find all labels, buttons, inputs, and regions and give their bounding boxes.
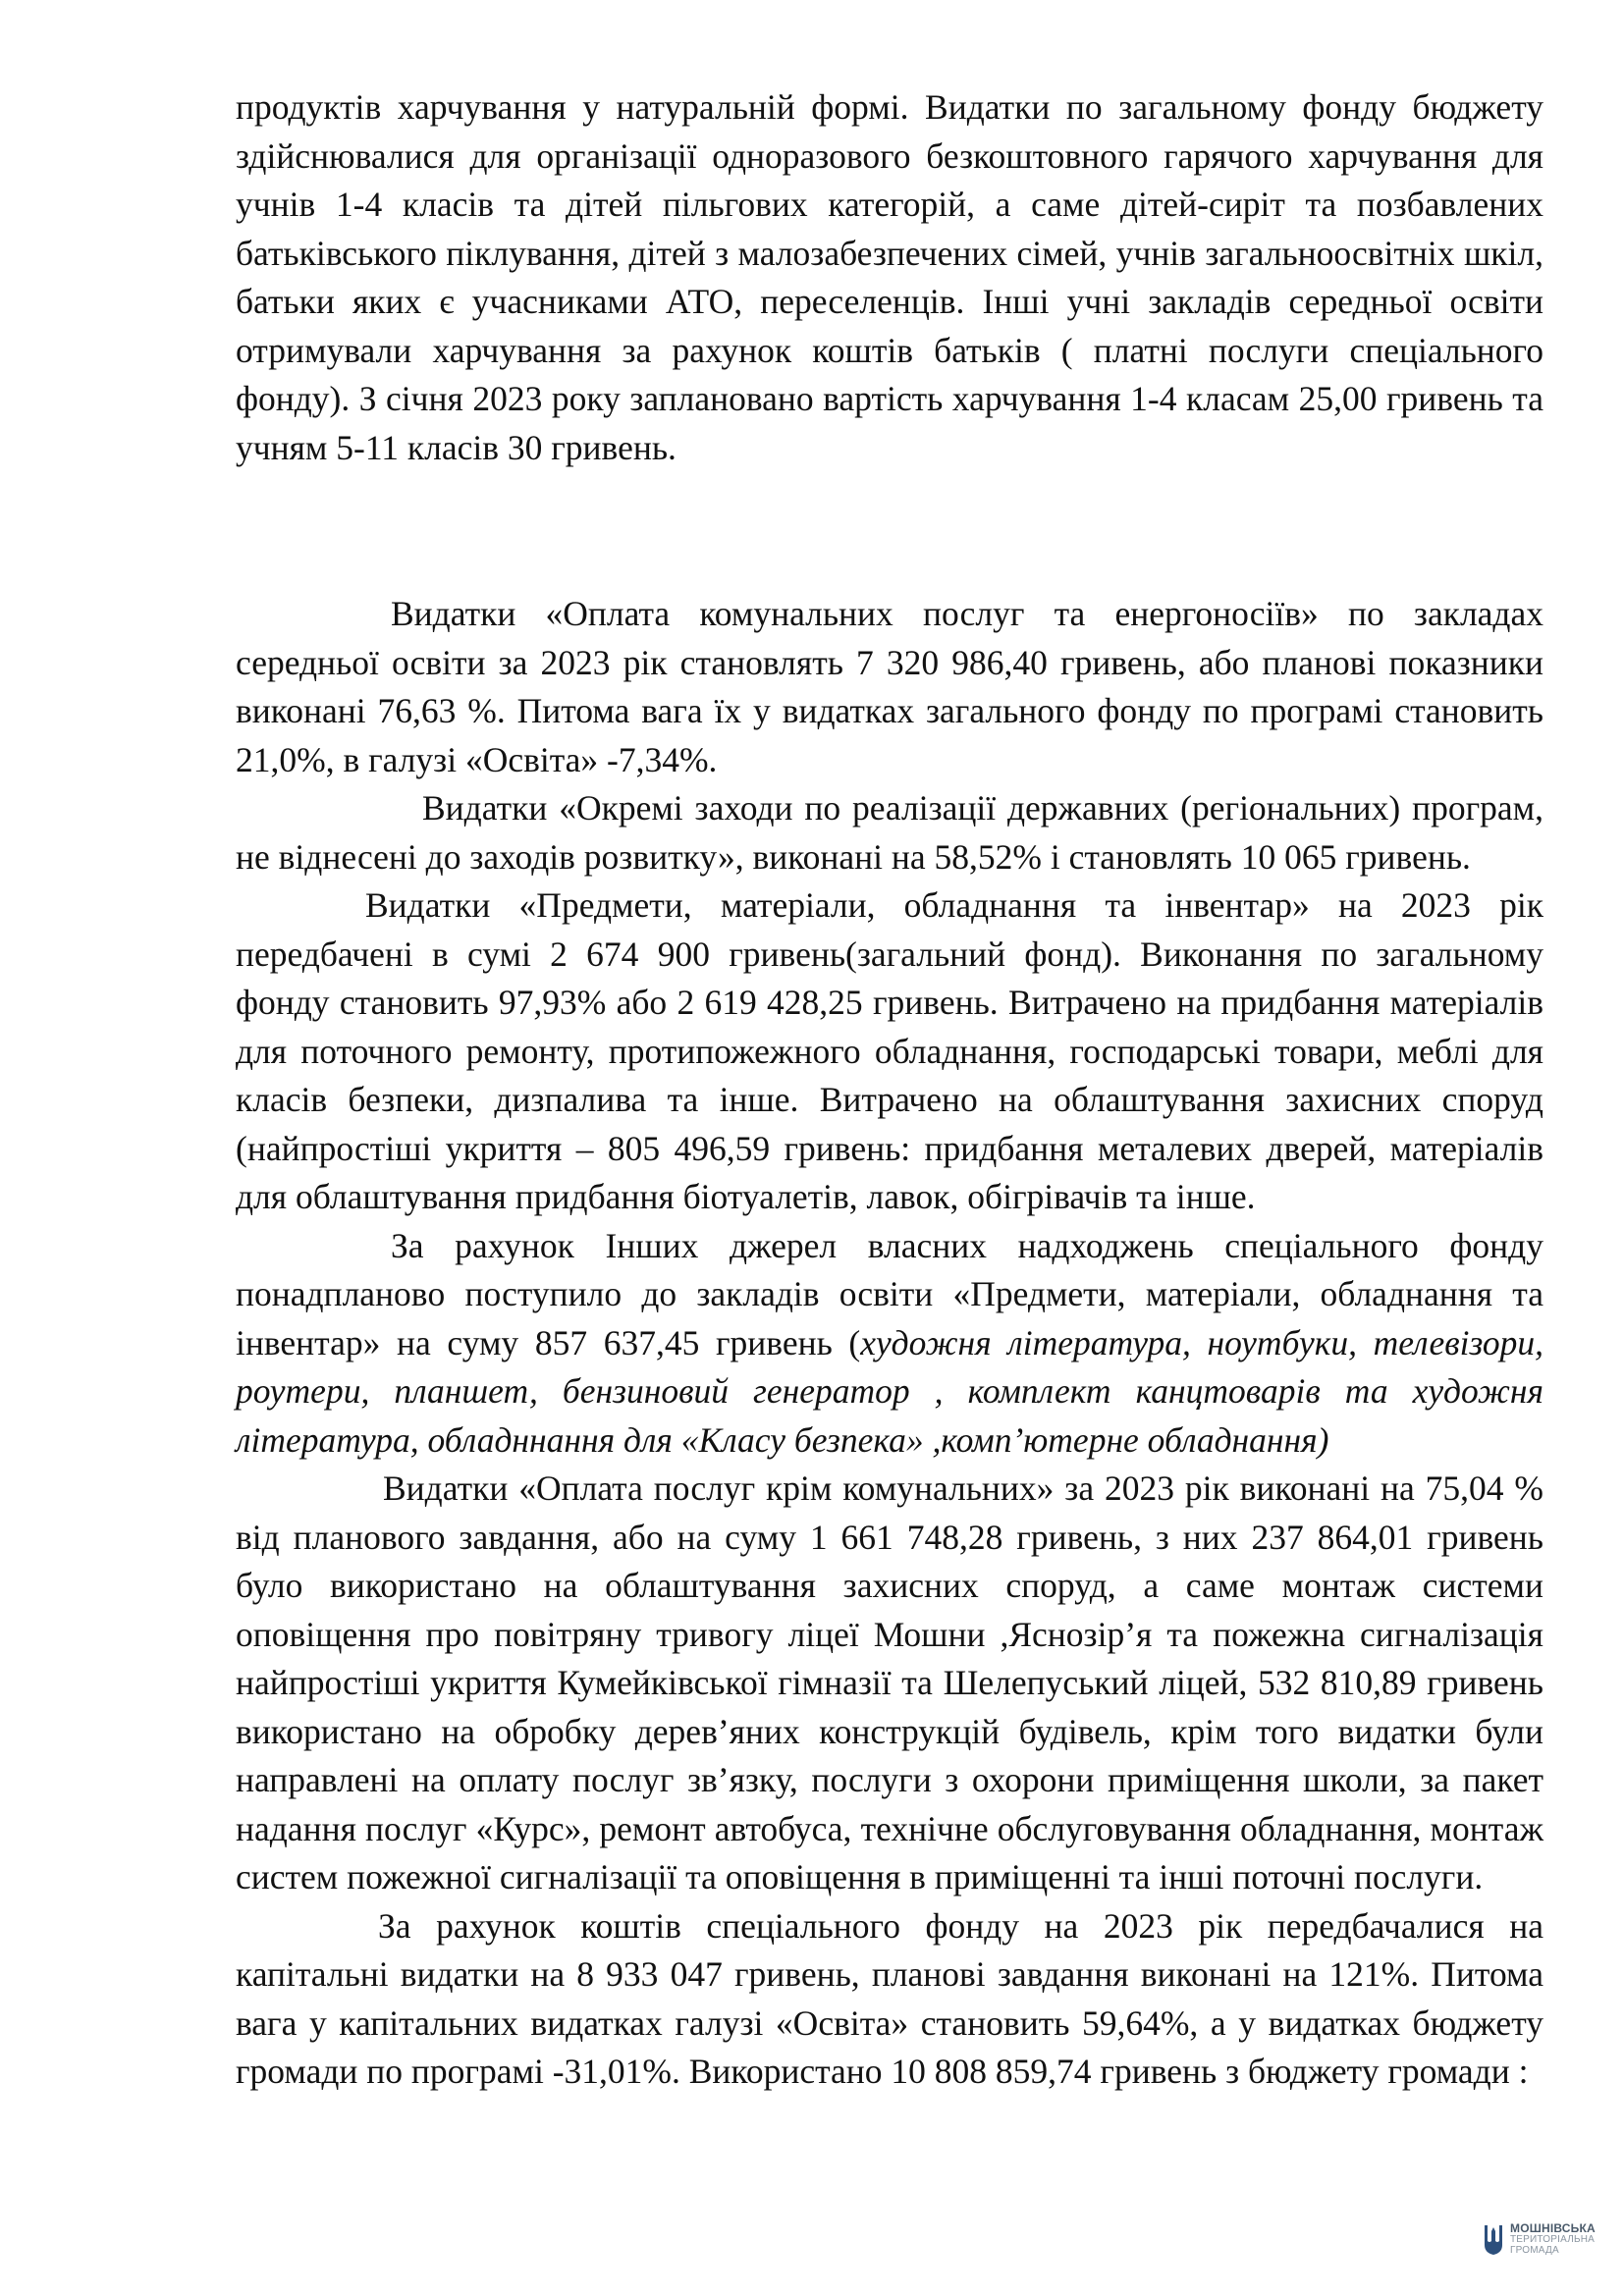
special-fund-items-italic: художня література, ноутбуки, телевізори, роутери, планшет, бензиновий генератор , комплект канцтоварів та художня література, обладннання для «Класу безпека» ,комп’ютерне обладнання) [236, 1322, 1543, 1460]
logo-subtitle-1: ТЕРИТОРІАЛЬНА [1510, 2234, 1596, 2245]
paragraph-utilities-expenses: Видатки «Оплата комунальних послуг та енергоносіїв» по закладах середньої освіти за 2023 рік становлять 7 320 986,40 гривень, або планові показники виконані 76,63 %. Питома вага їх у видатках загального фонду по програмі становить 21,0%, в галузі «Освіта» -7,34%. [236, 594, 1543, 779]
paragraph-gap [236, 472, 1543, 590]
logo-subtitle-2: ГРОМАДА [1510, 2245, 1559, 2256]
paragraph-state-programs-expenses: Видатки «Окремі заходи по реалізації державних (регіональних) програм, не віднесені до заходів розвитку», виконані на 58,52% і становлять 10 065 гривень. [236, 788, 1543, 877]
special-fund-text: За рахунок Інших джерел власних надходжень спеціального фонду понадплановo поступило до закладів освіти «Предмети, матеріали, обладнання та інвентар» на суму 857 637,45 гривень ( [236, 1225, 1543, 1362]
paragraph-special-fund-receipts [236, 1222, 1543, 1466]
document-page [236, 83, 1543, 2097]
paragraph-capital-expenses: За рахунок коштів спеціального фонду на 2023 рік передбачалися на капітальні видатки на 8 933 047 гривень, планові завдання виконані на 121%. Питома вага у капітальних видатках галузі «Освіта» становить 59,64%, а у видатках бюджету громади по програмі -31,01%. Використано 10 808 859,74 гривень з бюджету громади : [236, 1905, 1543, 2091]
logo-title: МОШНІВСЬКА [1510, 2221, 1596, 2235]
trident-icon [1483, 2223, 1504, 2257]
paragraph-services-expenses: Видатки «Оплата послуг крім комунальних» за 2023 рік виконані на 75,04 % від планового завдання, або на суму 1 661 748,28 гривень, з них 237 864,01 гривень було використано на облаштування захисних споруд, а саме монтаж системи оповіщення про повітряну тривогу ліцеї Мошни ,Яснозір’я та пожежна сигналізація найпростіші укриття Кумейківської гімназії та Шелепуський ліцей, 532 810,89 гривень використано на обробку дерев’яних конструкцій будівель, крім того видатки були направлені на оплату послуг зв’язку, послуги з охорони приміщення школи, за пакет надання послуг «Курс», ремонт автобуса, технічне обслуговування обладнання, монтаж систем пожежної сигналізації та оповіщення в приміщенні та інші поточні послуги. [236, 1468, 1543, 1896]
community-logo [1483, 2223, 1596, 2257]
paragraph-food-expenses: продуктів харчування у натуральній формі. Видатки по загальному фонду бюджету здійснювалися для організації одноразового безкоштовного гарячого харчування для учнів 1-4 класів та дітей пільгових категорій, а саме дітей-сиріт та позбавлених батьківського піклування, дітей з малозабезпечених сімей, учнів загальноосвітніх шкіл, батьки яких є учасниками АТО, переселенців. Інші учні закладів середньої освіти отримували харчування за рахунок коштів батьків ( платні послуги спеціального фонду). З січня 2023 року заплановано вартість харчування 1-4 класам 25,00 гривень та учням 5-11 класів 30 гривень. [236, 87, 1543, 467]
paragraph-materials-expenses: Видатки «Предмети, матеріали, обладнання та інвентар» на 2023 рік передбачені в сумі 2 674 900 гривень(загальний фонд). Виконання по загальному фонду становить 97,93% або 2 619 428,25 гривень. Витрачено на придбання матеріалів для поточного ремонту, протипожежного обладнання, господарські товари, меблі для класів безпеки, дизпалива та інше. Витрачено на облаштування захисних споруд (найпростіші укриття – 805 496,59 гривень: придбання металевих дверей, матеріалів для облаштування придбання біотуалетів, лавок, обігрівачів та інше. [236, 885, 1543, 1216]
logo-text [1510, 2223, 1596, 2256]
